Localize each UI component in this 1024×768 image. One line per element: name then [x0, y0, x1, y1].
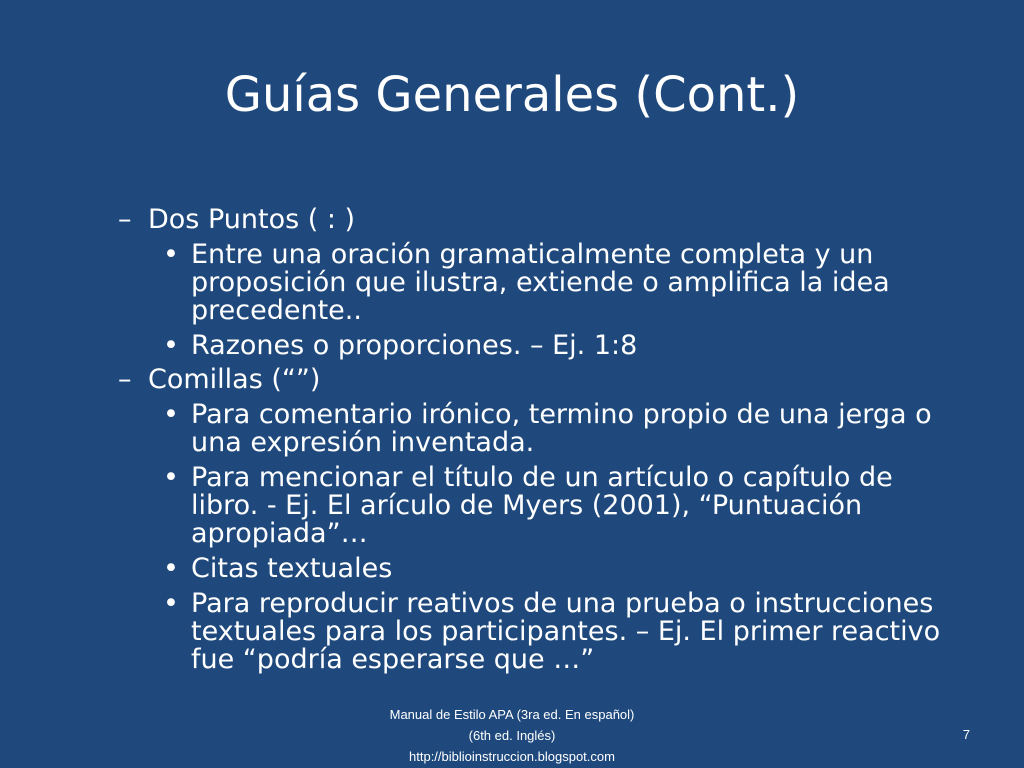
list-item-label: Dos Puntos ( : ): [148, 204, 356, 235]
slide-title: Guías Generales (Cont.): [224, 67, 800, 123]
sub-list-item: [163, 332, 951, 360]
footer-line: Manual de Estilo APA (3ra ed. En español): [389, 707, 635, 722]
slide-footer: [362, 704, 662, 767]
sub-list-item-text: Citas textuales: [191, 553, 393, 584]
bullet-marker: •: [163, 239, 179, 270]
sub-list-item: [163, 464, 951, 548]
bullet-marker: •: [163, 588, 179, 619]
dash-marker: –: [118, 204, 132, 235]
sub-list-item: [163, 401, 951, 457]
sub-list-item-text: Para reproducir reativos de una prueba o instrucciones textuales para los participantes. – Ej. El primer reactivo fue “podría esperarse que …”: [191, 588, 941, 675]
list-item-comillas: [118, 366, 1024, 394]
footer-link: http://biblioinstruccion.blogspot.com: [409, 749, 615, 764]
sub-list-item-text: Razones o proporciones. – Ej. 1:8: [191, 330, 638, 361]
sub-list-item: [163, 590, 951, 674]
page-number: 7: [962, 727, 970, 742]
bullet-marker: •: [163, 399, 179, 430]
slide-body: [0, 200, 1024, 674]
sub-list-item: [163, 555, 951, 583]
bullet-marker: •: [163, 553, 179, 584]
footer-line: (6th ed. Inglés): [468, 728, 556, 743]
sub-list-item-text: Para comentario irónico, termino propio de una jerga o una expresión inventada.: [191, 399, 932, 458]
bullet-marker: •: [163, 330, 179, 361]
dash-marker: –: [118, 364, 132, 395]
sub-list-item-text: Para mencionar el título de un artículo o capítulo de libro. - Ej. El arículo de Myers (2001), “Puntuación apropiada”…: [191, 462, 893, 549]
list-item-dos-puntos: [118, 206, 1024, 234]
bullet-marker: •: [163, 462, 179, 493]
sub-list-item: [163, 241, 951, 325]
list-item-label: Comillas (“”): [148, 364, 321, 395]
sub-list-item-text: Entre una oración gramaticalmente completa y un proposición que ilustra, extiende o amplifica la idea precedente..: [191, 239, 890, 326]
